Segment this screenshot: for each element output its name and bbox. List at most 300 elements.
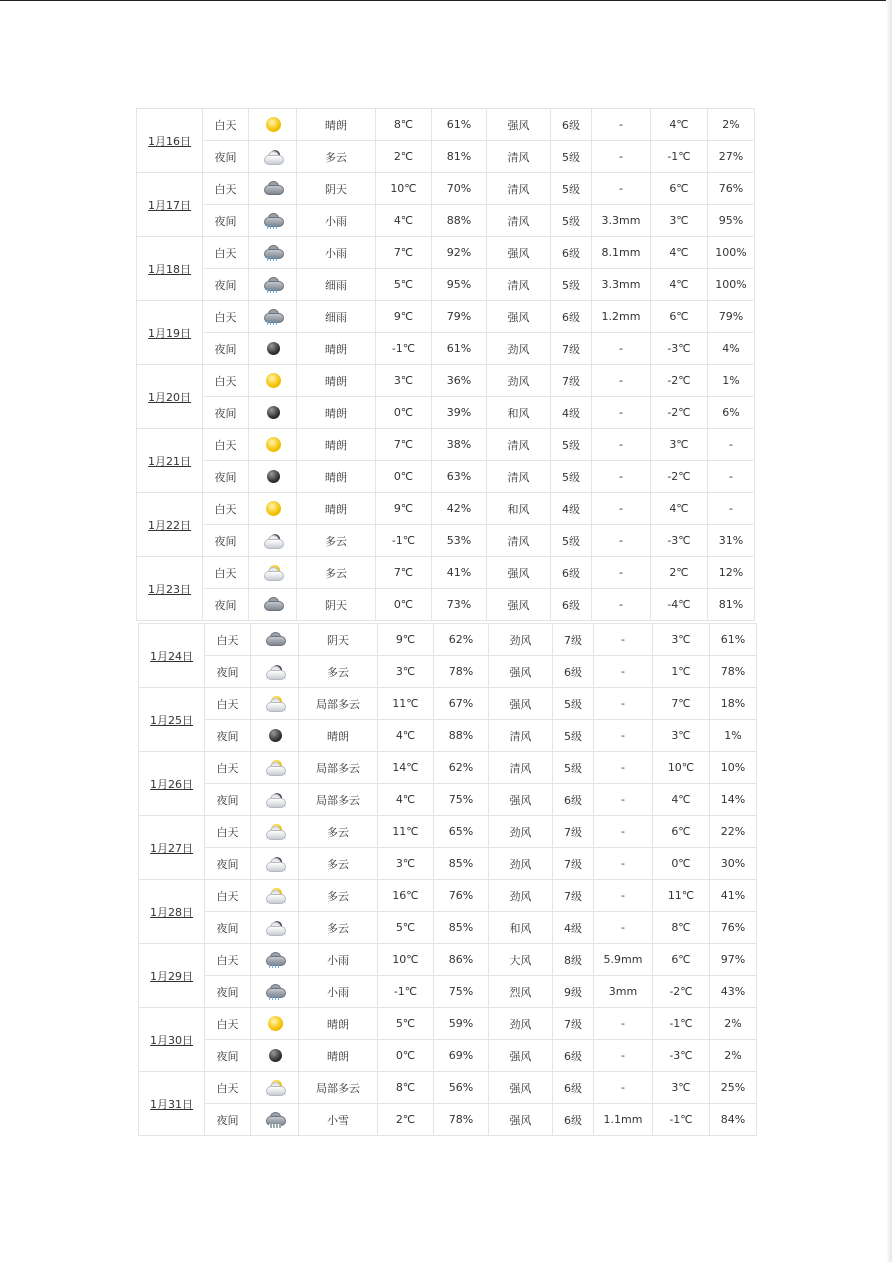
- precip-chance-cell: 97%: [710, 944, 757, 976]
- humidity-cell: 86%: [434, 944, 489, 976]
- temperature-cell: -1℃: [376, 333, 432, 365]
- humidity-cell: 85%: [434, 912, 489, 944]
- date-link[interactable]: 1月27日: [150, 841, 193, 855]
- weather-icon-cell: [251, 848, 299, 880]
- weather-icon-cell: [249, 237, 297, 269]
- feels-like-cell: 4℃: [651, 493, 708, 525]
- weather-icon-cell: [249, 205, 297, 237]
- wind-cell: 强风: [489, 784, 553, 816]
- humidity-cell: 95%: [432, 269, 487, 301]
- date-link[interactable]: 1月16日: [148, 134, 191, 148]
- temperature-cell: 8℃: [376, 109, 432, 141]
- temperature-cell: -1℃: [376, 525, 432, 557]
- wind-cell: 强风: [489, 1040, 553, 1072]
- weather-cell: 细雨: [297, 301, 376, 333]
- humidity-cell: 76%: [434, 880, 489, 912]
- weather-cell: 阴天: [297, 173, 376, 205]
- wind-level-cell: 5级: [553, 752, 594, 784]
- date-link[interactable]: 1月29日: [150, 969, 193, 983]
- sun-icon: [263, 501, 283, 517]
- cloud-sun-icon: [265, 824, 285, 840]
- humidity-cell: 56%: [434, 1072, 489, 1104]
- moon-icon: [265, 1048, 285, 1064]
- table-row: [139, 1072, 757, 1104]
- weather-cell: 多云: [297, 557, 376, 589]
- precipitation-cell: -: [592, 109, 651, 141]
- weather-icon-cell: [251, 1104, 299, 1136]
- feels-like-cell: -3℃: [651, 333, 708, 365]
- humidity-cell: 62%: [434, 752, 489, 784]
- table-row: [137, 589, 755, 621]
- wind-level-cell: 6级: [553, 1104, 594, 1136]
- precip-chance-cell: 100%: [708, 269, 755, 301]
- precip-chance-cell: 84%: [710, 1104, 757, 1136]
- temperature-cell: 0℃: [378, 1040, 434, 1072]
- sun-icon: [263, 437, 283, 453]
- feels-like-cell: 6℃: [651, 173, 708, 205]
- cloud-sun-icon: [265, 696, 285, 712]
- precip-chance-cell: -: [708, 493, 755, 525]
- precipitation-cell: -: [594, 1040, 653, 1072]
- weather-icon-cell: [251, 912, 299, 944]
- wind-cell: 清风: [487, 461, 551, 493]
- wind-level-cell: 6级: [551, 301, 592, 333]
- wind-cell: 劲风: [489, 880, 553, 912]
- weather-cell: 局部多云: [299, 784, 378, 816]
- temperature-cell: 10℃: [378, 944, 434, 976]
- precipitation-cell: 3.3mm: [592, 269, 651, 301]
- humidity-cell: 78%: [434, 656, 489, 688]
- weather-icon-cell: [249, 461, 297, 493]
- weather-icon-cell: [249, 493, 297, 525]
- table-row: [139, 720, 757, 752]
- period-cell: 白天: [203, 557, 249, 589]
- table-row: [139, 912, 757, 944]
- cloud-sun-icon: [263, 565, 283, 581]
- feels-like-cell: -1℃: [651, 141, 708, 173]
- weather-icon-cell: [251, 816, 299, 848]
- wind-level-cell: 5级: [553, 720, 594, 752]
- precip-chance-cell: 27%: [708, 141, 755, 173]
- rain-icon: [265, 984, 285, 1000]
- precipitation-cell: -: [592, 525, 651, 557]
- precip-chance-cell: 81%: [708, 589, 755, 621]
- cloud-moon-icon: [265, 792, 285, 808]
- table-row: [137, 461, 755, 493]
- period-cell: 白天: [205, 624, 251, 656]
- page-top-border: [0, 0, 892, 1]
- rain-icon: [263, 277, 283, 293]
- weather-icon-cell: [251, 1040, 299, 1072]
- wind-cell: 清风: [487, 173, 551, 205]
- table-row: [139, 944, 757, 976]
- cloud-moon-icon: [263, 533, 283, 549]
- precip-chance-cell: 2%: [710, 1008, 757, 1040]
- precipitation-cell: -: [594, 848, 653, 880]
- temperature-cell: 16℃: [378, 880, 434, 912]
- overcast-icon: [263, 597, 283, 613]
- date-link[interactable]: 1月22日: [148, 518, 191, 532]
- weather-icon-cell: [249, 269, 297, 301]
- precip-chance-cell: 61%: [710, 624, 757, 656]
- wind-level-cell: 6级: [553, 1040, 594, 1072]
- wind-level-cell: 9级: [553, 976, 594, 1008]
- temperature-cell: 11℃: [378, 688, 434, 720]
- wind-level-cell: 4级: [551, 493, 592, 525]
- wind-cell: 烈风: [489, 976, 553, 1008]
- feels-like-cell: 4℃: [651, 269, 708, 301]
- feels-like-cell: -3℃: [653, 1040, 710, 1072]
- period-cell: 白天: [203, 173, 249, 205]
- precipitation-cell: 3.3mm: [592, 205, 651, 237]
- precipitation-cell: -: [594, 1008, 653, 1040]
- period-cell: 白天: [203, 493, 249, 525]
- date-cell: [139, 752, 205, 816]
- weather-cell: 小雨: [297, 237, 376, 269]
- date-cell: [139, 944, 205, 1008]
- temperature-cell: 7℃: [376, 237, 432, 269]
- feels-like-cell: 3℃: [651, 429, 708, 461]
- weather-icon-cell: [251, 976, 299, 1008]
- period-cell: 白天: [203, 365, 249, 397]
- weather-cell: 晴朗: [297, 429, 376, 461]
- humidity-cell: 59%: [434, 1008, 489, 1040]
- humidity-cell: 63%: [432, 461, 487, 493]
- weather-cell: 晴朗: [297, 493, 376, 525]
- wind-level-cell: 6级: [551, 589, 592, 621]
- weather-icon-cell: [249, 301, 297, 333]
- humidity-cell: 41%: [432, 557, 487, 589]
- moon-icon: [263, 469, 283, 485]
- period-cell: 白天: [203, 301, 249, 333]
- precipitation-cell: 3mm: [594, 976, 653, 1008]
- date-link[interactable]: 1月23日: [148, 582, 191, 596]
- weather-icon-cell: [249, 173, 297, 205]
- weather-icon-cell: [251, 1072, 299, 1104]
- humidity-cell: 85%: [434, 848, 489, 880]
- feels-like-cell: 0℃: [653, 848, 710, 880]
- precipitation-cell: -: [592, 397, 651, 429]
- wind-level-cell: 4级: [553, 912, 594, 944]
- period-cell: 夜间: [203, 269, 249, 301]
- precip-chance-cell: 12%: [708, 557, 755, 589]
- weather-cell: 多云: [299, 912, 378, 944]
- wind-cell: 清风: [487, 269, 551, 301]
- temperature-cell: 14℃: [378, 752, 434, 784]
- feels-like-cell: 3℃: [651, 205, 708, 237]
- wind-level-cell: 8级: [553, 944, 594, 976]
- humidity-cell: 42%: [432, 493, 487, 525]
- precip-chance-cell: 79%: [708, 301, 755, 333]
- humidity-cell: 53%: [432, 525, 487, 557]
- date-link[interactable]: 1月20日: [148, 390, 191, 404]
- weather-cell: 小雪: [299, 1104, 378, 1136]
- precipitation-cell: 5.9mm: [594, 944, 653, 976]
- overcast-icon: [263, 181, 283, 197]
- date-cell: [139, 1072, 205, 1136]
- table-row: [137, 525, 755, 557]
- precip-chance-cell: 43%: [710, 976, 757, 1008]
- feels-like-cell: 6℃: [651, 301, 708, 333]
- temperature-cell: 0℃: [376, 589, 432, 621]
- wind-cell: 强风: [487, 109, 551, 141]
- page-edge-shadow: [886, 0, 892, 1262]
- table-row: [139, 752, 757, 784]
- period-cell: 夜间: [203, 525, 249, 557]
- feels-like-cell: 7℃: [653, 688, 710, 720]
- weather-cell: 晴朗: [299, 720, 378, 752]
- rain-icon: [263, 309, 283, 325]
- wind-cell: 强风: [489, 1072, 553, 1104]
- precip-chance-cell: -: [708, 429, 755, 461]
- weather-cell: 小雨: [297, 205, 376, 237]
- precipitation-cell: -: [594, 624, 653, 656]
- snow-icon: [265, 1112, 285, 1128]
- period-cell: 夜间: [203, 333, 249, 365]
- temperature-cell: 7℃: [376, 429, 432, 461]
- weather-cell: 阴天: [299, 624, 378, 656]
- date-link[interactable]: 1月24日: [150, 649, 193, 663]
- temperature-cell: 9℃: [378, 624, 434, 656]
- wind-level-cell: 7级: [551, 365, 592, 397]
- weather-cell: 晴朗: [297, 109, 376, 141]
- table-row: [139, 880, 757, 912]
- table-row: [137, 301, 755, 333]
- feels-like-cell: 3℃: [653, 720, 710, 752]
- period-cell: 夜间: [203, 205, 249, 237]
- humidity-cell: 88%: [432, 205, 487, 237]
- wind-level-cell: 5级: [553, 688, 594, 720]
- precip-chance-cell: -: [708, 461, 755, 493]
- wind-cell: 强风: [489, 1104, 553, 1136]
- period-cell: 白天: [205, 880, 251, 912]
- humidity-cell: 62%: [434, 624, 489, 656]
- date-cell: [137, 173, 203, 237]
- feels-like-cell: -2℃: [651, 397, 708, 429]
- precipitation-cell: -: [594, 912, 653, 944]
- period-cell: 夜间: [205, 848, 251, 880]
- moon-icon: [263, 341, 283, 357]
- wind-cell: 清风: [489, 720, 553, 752]
- period-cell: 夜间: [203, 397, 249, 429]
- wind-level-cell: 4级: [551, 397, 592, 429]
- precip-chance-cell: 18%: [710, 688, 757, 720]
- table-row: [139, 1040, 757, 1072]
- cloud-sun-icon: [265, 888, 285, 904]
- feels-like-cell: 11℃: [653, 880, 710, 912]
- table-row: [139, 848, 757, 880]
- temperature-cell: 8℃: [378, 1072, 434, 1104]
- wind-level-cell: 6级: [553, 1072, 594, 1104]
- date-link[interactable]: 1月18日: [148, 262, 191, 276]
- sun-icon: [263, 373, 283, 389]
- temperature-cell: 4℃: [378, 720, 434, 752]
- humidity-cell: 73%: [432, 589, 487, 621]
- date-link[interactable]: 1月31日: [150, 1097, 193, 1111]
- cloud-moon-icon: [263, 149, 283, 165]
- precipitation-cell: -: [592, 461, 651, 493]
- rain-icon: [265, 952, 285, 968]
- table-row: [139, 1104, 757, 1136]
- humidity-cell: 69%: [434, 1040, 489, 1072]
- wind-level-cell: 7级: [553, 1008, 594, 1040]
- date-cell: [137, 493, 203, 557]
- temperature-cell: 5℃: [378, 1008, 434, 1040]
- table-row: [139, 656, 757, 688]
- feels-like-cell: 6℃: [653, 816, 710, 848]
- weather-icon-cell: [251, 656, 299, 688]
- table-row: [137, 269, 755, 301]
- date-cell: [139, 816, 205, 880]
- humidity-cell: 81%: [432, 141, 487, 173]
- precipitation-cell: -: [594, 784, 653, 816]
- date-cell: [137, 301, 203, 365]
- wind-level-cell: 5级: [551, 173, 592, 205]
- precip-chance-cell: 41%: [710, 880, 757, 912]
- humidity-cell: 61%: [432, 109, 487, 141]
- wind-cell: 和风: [487, 397, 551, 429]
- precipitation-cell: -: [592, 333, 651, 365]
- wind-cell: 强风: [489, 656, 553, 688]
- wind-cell: 劲风: [489, 816, 553, 848]
- period-cell: 夜间: [203, 461, 249, 493]
- wind-cell: 清风: [489, 752, 553, 784]
- weather-icon-cell: [249, 557, 297, 589]
- weather-icon-cell: [251, 688, 299, 720]
- date-link[interactable]: 1月28日: [150, 905, 193, 919]
- wind-level-cell: 7级: [553, 816, 594, 848]
- date-cell: [137, 429, 203, 493]
- period-cell: 白天: [205, 688, 251, 720]
- date-cell: [137, 109, 203, 173]
- date-link[interactable]: 1月17日: [148, 198, 191, 212]
- table-row: [139, 976, 757, 1008]
- table-row: [137, 365, 755, 397]
- precip-chance-cell: 4%: [708, 333, 755, 365]
- weather-icon-cell: [251, 880, 299, 912]
- humidity-cell: 65%: [434, 816, 489, 848]
- table-row: [137, 333, 755, 365]
- wind-cell: 清风: [487, 525, 551, 557]
- precipitation-cell: -: [592, 429, 651, 461]
- precip-chance-cell: 22%: [710, 816, 757, 848]
- precip-chance-cell: 100%: [708, 237, 755, 269]
- wind-cell: 劲风: [487, 365, 551, 397]
- date-link[interactable]: 1月21日: [148, 454, 191, 468]
- feels-like-cell: -3℃: [651, 525, 708, 557]
- temperature-cell: 2℃: [378, 1104, 434, 1136]
- weather-icon-cell: [249, 525, 297, 557]
- precip-chance-cell: 95%: [708, 205, 755, 237]
- period-cell: 白天: [203, 109, 249, 141]
- precip-chance-cell: 78%: [710, 656, 757, 688]
- date-link[interactable]: 1月25日: [150, 713, 193, 727]
- wind-level-cell: 6级: [551, 109, 592, 141]
- temperature-cell: 3℃: [378, 848, 434, 880]
- weather-cell: 阴天: [297, 589, 376, 621]
- weather-icon-cell: [251, 784, 299, 816]
- precipitation-cell: -: [592, 173, 651, 205]
- weather-cell: 小雨: [299, 944, 378, 976]
- wind-level-cell: 6级: [553, 784, 594, 816]
- cloud-moon-icon: [265, 664, 285, 680]
- weather-cell: 多云: [299, 880, 378, 912]
- feels-like-cell: 4℃: [653, 784, 710, 816]
- wind-cell: 强风: [487, 589, 551, 621]
- precip-chance-cell: 2%: [708, 109, 755, 141]
- date-link[interactable]: 1月19日: [148, 326, 191, 340]
- weather-icon-cell: [249, 141, 297, 173]
- wind-cell: 清风: [487, 141, 551, 173]
- temperature-cell: 4℃: [378, 784, 434, 816]
- precipitation-cell: -: [594, 752, 653, 784]
- temperature-cell: 3℃: [376, 365, 432, 397]
- period-cell: 白天: [205, 752, 251, 784]
- date-link[interactable]: 1月30日: [150, 1033, 193, 1047]
- weather-icon-cell: [251, 624, 299, 656]
- feels-like-cell: -1℃: [653, 1104, 710, 1136]
- feels-like-cell: -2℃: [651, 461, 708, 493]
- wind-level-cell: 6级: [553, 656, 594, 688]
- weather-cell: 晴朗: [297, 397, 376, 429]
- weather-icon-cell: [249, 429, 297, 461]
- humidity-cell: 75%: [434, 784, 489, 816]
- cloud-moon-icon: [265, 920, 285, 936]
- weather-icon-cell: [249, 365, 297, 397]
- date-cell: [137, 557, 203, 621]
- period-cell: 白天: [205, 1072, 251, 1104]
- weather-cell: 小雨: [299, 976, 378, 1008]
- wind-level-cell: 7级: [553, 624, 594, 656]
- rain-icon: [263, 245, 283, 261]
- table-row: [137, 397, 755, 429]
- temperature-cell: 5℃: [376, 269, 432, 301]
- wind-level-cell: 6级: [551, 237, 592, 269]
- precip-chance-cell: 2%: [710, 1040, 757, 1072]
- precipitation-cell: 1.2mm: [592, 301, 651, 333]
- humidity-cell: 36%: [432, 365, 487, 397]
- feels-like-cell: 4℃: [651, 237, 708, 269]
- wind-level-cell: 5级: [551, 205, 592, 237]
- wind-cell: 强风: [487, 237, 551, 269]
- weather-cell: 多云: [299, 848, 378, 880]
- date-cell: [139, 880, 205, 944]
- date-link[interactable]: 1月26日: [150, 777, 193, 791]
- wind-level-cell: 5级: [551, 525, 592, 557]
- table-row: [137, 141, 755, 173]
- cloud-sun-icon: [265, 1080, 285, 1096]
- period-cell: 白天: [205, 816, 251, 848]
- temperature-cell: 11℃: [378, 816, 434, 848]
- precip-chance-cell: 31%: [708, 525, 755, 557]
- humidity-cell: 38%: [432, 429, 487, 461]
- feels-like-cell: 10℃: [653, 752, 710, 784]
- humidity-cell: 75%: [434, 976, 489, 1008]
- table-row: [137, 429, 755, 461]
- temperature-cell: 9℃: [376, 301, 432, 333]
- table-row: [137, 205, 755, 237]
- temperature-cell: 5℃: [378, 912, 434, 944]
- feels-like-cell: 8℃: [653, 912, 710, 944]
- period-cell: 白天: [203, 237, 249, 269]
- weather-cell: 局部多云: [299, 688, 378, 720]
- weather-cell: 晴朗: [297, 333, 376, 365]
- weather-icon-cell: [249, 333, 297, 365]
- period-cell: 夜间: [205, 656, 251, 688]
- temperature-cell: 9℃: [376, 493, 432, 525]
- period-cell: 夜间: [205, 976, 251, 1008]
- precipitation-cell: -: [594, 816, 653, 848]
